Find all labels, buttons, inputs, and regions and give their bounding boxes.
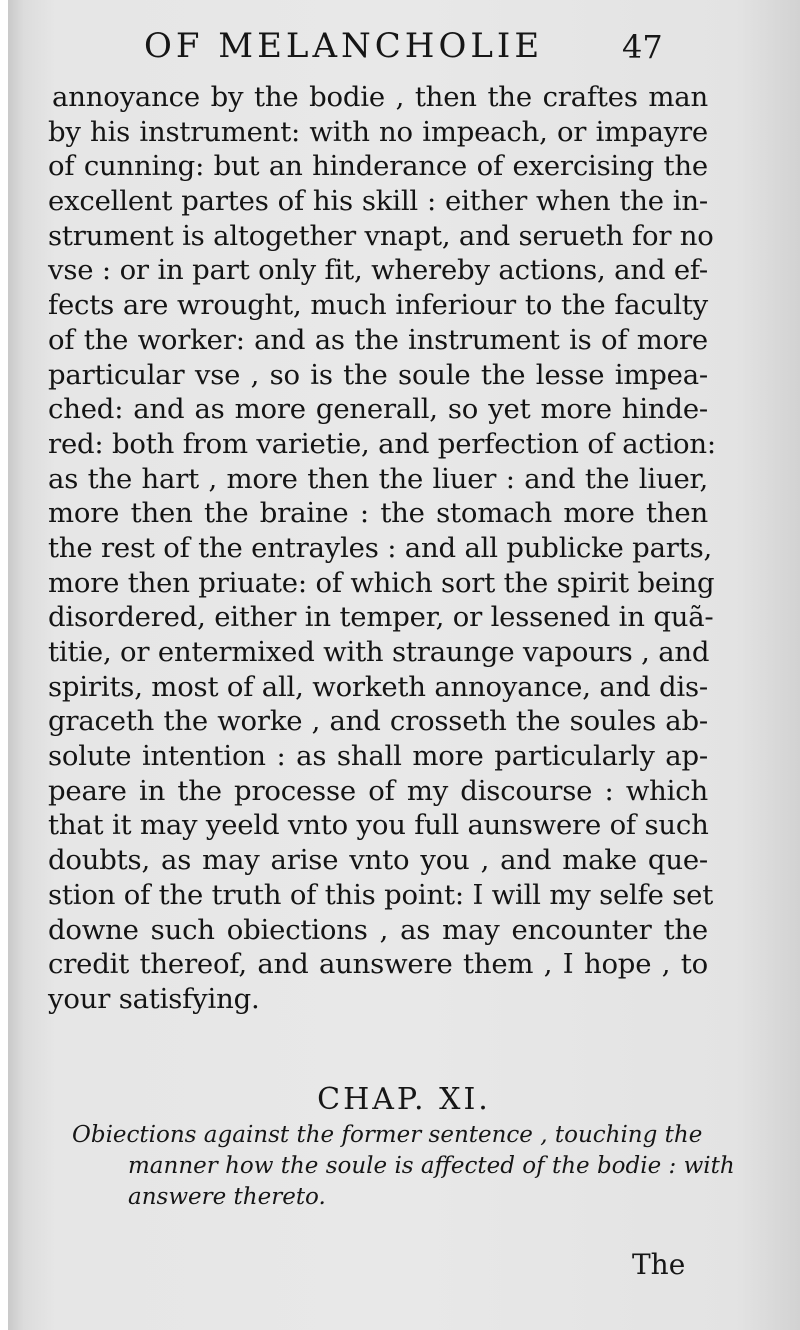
text-line: annoyance by the bodie , then the craftes man: [52, 81, 708, 113]
text-line: more then the braine : the stomach more then: [48, 497, 708, 530]
text-line: more then priuate: of which sort the spirit being: [48, 566, 715, 599]
page-left-margin: [0, 0, 8, 1330]
text-line: by his instrument: with no impeach, or impayre: [48, 115, 708, 148]
chapter-heading: CHAP. XI.: [317, 1082, 491, 1117]
chapter-summary-line: manner how the soule is affected of the bodie : with: [128, 1153, 735, 1179]
text-line: graceth the worke , and crosseth the soules ab-: [48, 705, 708, 738]
text-line: excellent partes of his skill : either when the in-: [48, 185, 708, 218]
text-line: spirits, most of all, worketh annoyance, and dis-: [48, 670, 708, 703]
text-line: of the worker: and as the instrument is of more: [48, 323, 708, 356]
text-line: titie, or entermixed with straunge vapours , and: [48, 636, 710, 668]
catchword: The: [632, 1248, 686, 1281]
text-line: of cunning: but an hinderance of exercising the: [48, 150, 708, 183]
body-text: [48, 80, 716, 1017]
text-line: particular vse , so is the soule the lesse impea-: [48, 358, 708, 391]
text-line: disordered, either in temper, or lessened in quã-: [48, 601, 714, 634]
text-line: doubts, as may arise vnto you , and make que-: [48, 844, 708, 877]
text-line: downe such obiections , as may encounter the: [48, 913, 708, 946]
chapter-summary-line: answere thereto.: [128, 1184, 326, 1210]
chapter-summary-line: Obiections against the former sentence , touching the: [72, 1122, 703, 1148]
text-line: vse : or in part only fit, whereby actions, and ef-: [48, 254, 708, 287]
running-title: OF MELANCHOLIE: [144, 26, 544, 66]
book-page: [8, 0, 800, 1330]
text-line: red: both from varietie, and perfection of action:: [48, 427, 716, 460]
page-header: [8, 24, 800, 74]
text-line: as the hart , more then the liuer : and the liuer,: [48, 462, 708, 495]
text-line: that it may yeeld vnto you full aunswere of such: [48, 809, 709, 842]
text-line: your satisfying.: [48, 982, 260, 1015]
text-line: strument is altogether vnapt, and serueth for no: [48, 219, 714, 252]
text-line: solute intention : as shall more particularly ap-: [48, 740, 708, 773]
text-line: credit thereof, and aunswere them , I hope , to: [48, 948, 708, 981]
text-line: the rest of the entrayles : and all publicke parts,: [48, 531, 713, 564]
page-number: 47: [622, 28, 663, 66]
text-line: ched: and as more generall, so yet more hinde-: [48, 393, 708, 426]
text-line: stion of the truth of this point: I will my selfe set: [48, 878, 714, 911]
text-line: fects are wrought, much inferiour to the faculty: [48, 289, 708, 322]
text-line: peare in the processe of my discourse : which: [48, 774, 708, 807]
chapter-summary: [72, 1120, 735, 1213]
